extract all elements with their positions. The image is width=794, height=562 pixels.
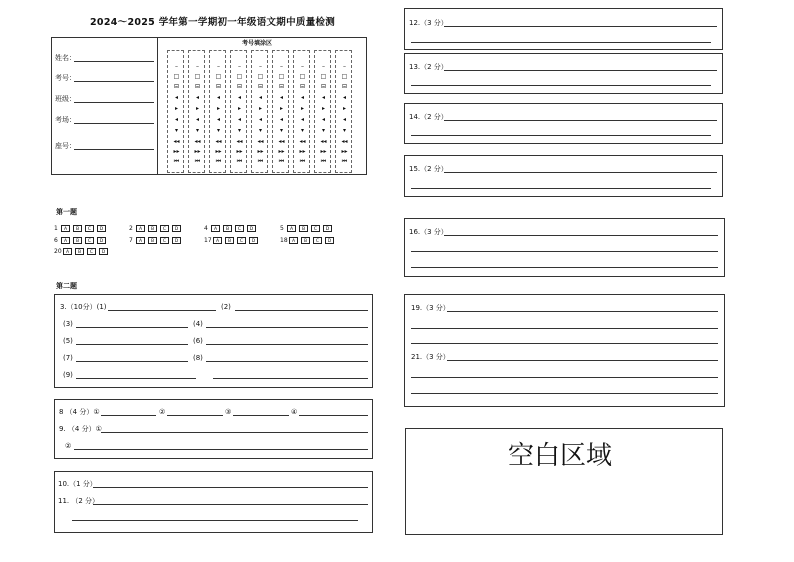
- id-digit-bubble[interactable]: –: [238, 63, 241, 70]
- id-column[interactable]: [230, 50, 247, 173]
- choice-question-number: 4: [204, 225, 208, 232]
- id-digit-bubble[interactable]: ◂: [174, 116, 178, 123]
- id-digit-bubble[interactable]: ◂: [174, 94, 178, 101]
- exam-no-label: 考号：: [55, 74, 76, 82]
- id-digit-bubble[interactable]: ▾: [300, 127, 304, 134]
- id-digit-bubble[interactable]: ▾: [237, 127, 241, 134]
- q3-answer-5[interactable]: [76, 344, 188, 345]
- id-digit-bubble[interactable]: –: [175, 63, 178, 70]
- choice-question-number: 17: [204, 237, 212, 244]
- choice-bubble-group: [136, 225, 181, 232]
- choice-bubble[interactable]: C: [85, 237, 94, 244]
- q13-answer-2[interactable]: [411, 85, 711, 86]
- id-digit-bubble[interactable]: –: [343, 63, 346, 70]
- q8-answer-2[interactable]: [167, 415, 223, 416]
- q11-label: 11. （2 分）: [58, 497, 100, 505]
- id-digit-bubble[interactable]: ⏮: [299, 158, 306, 165]
- id-digit-bubble[interactable]: ◂: [195, 116, 199, 123]
- q14-label: 14.（2 分）: [409, 113, 448, 121]
- id-digit-bubble[interactable]: ▸▸: [257, 148, 264, 155]
- q3-answer-7[interactable]: [76, 361, 188, 362]
- q3-sub-7: (7): [63, 354, 73, 362]
- id-digit-bubble[interactable]: ◂: [321, 94, 325, 101]
- id-digit-bubble[interactable]: □: [215, 73, 222, 80]
- q15-box: [404, 155, 723, 197]
- id-digit-bubble[interactable]: ▸: [342, 105, 346, 112]
- id-column[interactable]: [167, 50, 184, 173]
- id-digit-bubble[interactable]: ◂: [300, 116, 304, 123]
- q19-answer-3[interactable]: [411, 343, 718, 344]
- choice-bubble[interactable]: C: [313, 237, 322, 244]
- id-digit-bubble[interactable]: ⊟: [215, 83, 222, 90]
- q12-box: [404, 8, 723, 50]
- id-digit-bubble[interactable]: ▸▸: [320, 148, 327, 155]
- q10-answer[interactable]: [93, 487, 368, 488]
- q3-sub-6: (6): [193, 337, 203, 345]
- id-digit-bubble[interactable]: ▾: [174, 127, 178, 134]
- id-digit-bubble[interactable]: ▸: [174, 105, 178, 112]
- choice-bubble[interactable]: B: [225, 237, 234, 244]
- choice-bubble[interactable]: C: [87, 248, 96, 255]
- q8-label: 8 （4 分）①: [59, 408, 100, 416]
- q15-label: 15.（2 分）: [409, 165, 448, 173]
- id-digit-bubble[interactable]: ▸▸: [341, 148, 348, 155]
- q21-answer-3[interactable]: [411, 393, 718, 394]
- id-digit-bubble[interactable]: ◂◂: [236, 138, 243, 145]
- choice-bubble[interactable]: A: [287, 225, 296, 232]
- q9-label: 9. （4 分）①: [59, 425, 102, 433]
- id-digit-bubble[interactable]: ◂◂: [341, 138, 348, 145]
- q19-q21-box: [404, 294, 725, 407]
- q3-answer-9a[interactable]: [76, 378, 196, 379]
- q8-mark-3: ③: [225, 408, 232, 416]
- choice-bubble[interactable]: B: [148, 237, 157, 244]
- id-digit-bubble[interactable]: ⏮: [320, 158, 327, 165]
- q19-answer-1[interactable]: [447, 311, 718, 312]
- q3-answer-1[interactable]: [108, 310, 216, 311]
- q3-answer-6[interactable]: [206, 344, 368, 345]
- q19-answer-2[interactable]: [411, 328, 718, 329]
- choice-question-number: 20: [54, 248, 62, 255]
- id-digit-bubble[interactable]: ▾: [321, 127, 325, 134]
- choice-bubble[interactable]: B: [148, 225, 157, 232]
- id-digit-bubble[interactable]: ◂: [258, 94, 262, 101]
- class-field[interactable]: [74, 102, 154, 103]
- id-digit-bubble[interactable]: ▸▸: [236, 148, 243, 155]
- q12-answer-1[interactable]: [444, 26, 717, 27]
- id-digit-bubble[interactable]: ◂◂: [194, 138, 201, 145]
- q11-answer-2[interactable]: [72, 520, 358, 521]
- choice-question-number: 6: [54, 237, 58, 244]
- q21-answer-1[interactable]: [447, 360, 718, 361]
- choice-bubble[interactable]: A: [63, 248, 72, 255]
- id-digit-bubble[interactable]: ⊟: [257, 83, 264, 90]
- id-digit-bubble[interactable]: ▾: [216, 127, 220, 134]
- q8-mark-2: ②: [159, 408, 166, 416]
- q21-label: 21.（3 分）: [411, 353, 450, 361]
- exam-room-field[interactable]: [74, 123, 154, 124]
- q10-label: 10.（1 分）: [58, 480, 97, 488]
- id-digit-bubble[interactable]: ⊟: [278, 83, 285, 90]
- q3-answer-3[interactable]: [76, 327, 188, 328]
- choice-bubble-group: [61, 225, 106, 232]
- choice-bubble[interactable]: D: [323, 225, 332, 232]
- id-area-title: 考号填涂区: [242, 40, 273, 47]
- blank-area-label: 空白区域: [508, 441, 613, 471]
- student-info-box: [51, 37, 367, 175]
- id-column[interactable]: [251, 50, 268, 173]
- choice-question-number: 1: [54, 225, 58, 232]
- q3-answer-2[interactable]: [235, 310, 368, 311]
- choice-bubble[interactable]: B: [223, 225, 232, 232]
- id-digit-bubble[interactable]: ⊟: [341, 83, 348, 90]
- q16-answer-1[interactable]: [444, 235, 718, 236]
- choice-bubble[interactable]: B: [73, 237, 82, 244]
- q16-box: [404, 218, 725, 277]
- id-digit-bubble[interactable]: ⏮: [194, 158, 201, 165]
- id-digit-bubble[interactable]: ◂: [279, 116, 283, 123]
- choice-bubble[interactable]: A: [61, 237, 70, 244]
- q8-answer-3[interactable]: [233, 415, 289, 416]
- blank-area-box: [405, 428, 723, 535]
- choice-bubble[interactable]: B: [73, 225, 82, 232]
- choice-bubble[interactable]: C: [235, 225, 244, 232]
- name-label: 姓名：: [55, 54, 76, 62]
- choice-bubble[interactable]: D: [249, 237, 258, 244]
- choice-bubble[interactable]: D: [172, 237, 181, 244]
- id-digit-bubble[interactable]: □: [194, 73, 201, 80]
- id-digit-bubble[interactable]: ▸: [216, 105, 220, 112]
- q13-box: [404, 53, 723, 94]
- id-digit-bubble[interactable]: ◂◂: [257, 138, 264, 145]
- id-digit-bubble[interactable]: ◂: [300, 94, 304, 101]
- q3-answer-4[interactable]: [206, 327, 368, 328]
- id-digit-bubble[interactable]: ◂◂: [320, 138, 327, 145]
- choice-bubble[interactable]: D: [325, 237, 334, 244]
- q9-answer-2[interactable]: [74, 449, 368, 450]
- choice-bubble[interactable]: D: [97, 225, 106, 232]
- choice-bubble[interactable]: D: [97, 237, 106, 244]
- id-digit-bubble[interactable]: ▸▸: [215, 148, 222, 155]
- id-digit-bubble[interactable]: ◂: [216, 116, 220, 123]
- id-digit-bubble[interactable]: □: [320, 73, 327, 80]
- id-digit-bubble[interactable]: ◂: [321, 116, 325, 123]
- choice-bubble[interactable]: A: [136, 225, 145, 232]
- id-digit-bubble[interactable]: ▸: [321, 105, 325, 112]
- choice-bubble-group: [63, 248, 108, 255]
- q3-sub-9: (9): [63, 371, 73, 379]
- class-label: 班级：: [55, 95, 76, 103]
- id-digit-bubble[interactable]: ▸: [237, 105, 241, 112]
- choice-bubble[interactable]: B: [75, 248, 84, 255]
- id-digit-bubble[interactable]: ▸: [258, 105, 262, 112]
- q8-mark-4: ④: [291, 408, 298, 416]
- q9-mark-2: ②: [65, 442, 72, 450]
- id-digit-bubble[interactable]: ⏮: [278, 158, 285, 165]
- choice-bubble[interactable]: C: [237, 237, 246, 244]
- id-digit-bubble[interactable]: ⏮: [173, 158, 180, 165]
- seat-field[interactable]: [74, 149, 154, 150]
- page-title: 2024～2025 学年第一学期初一年级语文期中质量检测: [90, 17, 336, 28]
- q15-answer-1[interactable]: [444, 172, 717, 173]
- id-digit-bubble[interactable]: ⊟: [236, 83, 243, 90]
- q3-sub-5: (5): [63, 337, 73, 345]
- id-digit-bubble[interactable]: ◂: [216, 94, 220, 101]
- q21-answer-2[interactable]: [411, 377, 718, 378]
- choice-bubble[interactable]: C: [160, 237, 169, 244]
- choice-bubble[interactable]: A: [136, 237, 145, 244]
- id-digit-bubble[interactable]: ▾: [279, 127, 283, 134]
- id-digit-bubble[interactable]: ◂: [195, 94, 199, 101]
- q3-sub-4: (4): [193, 320, 203, 328]
- choice-bubble[interactable]: D: [99, 248, 108, 255]
- id-digit-bubble[interactable]: ◂: [342, 94, 346, 101]
- q15-answer-2[interactable]: [411, 188, 711, 189]
- choice-bubble-group: [211, 225, 256, 232]
- q3-answer-8[interactable]: [206, 361, 368, 362]
- id-column[interactable]: [209, 50, 226, 173]
- q9-answer-1[interactable]: [101, 432, 368, 433]
- name-field[interactable]: [74, 61, 154, 62]
- id-digit-bubble[interactable]: –: [196, 63, 199, 70]
- q12-label: 12.（3 分）: [409, 19, 448, 27]
- id-digit-bubble[interactable]: ⏮: [257, 158, 264, 165]
- id-column[interactable]: [188, 50, 205, 173]
- choice-bubble[interactable]: B: [299, 225, 308, 232]
- id-digit-bubble[interactable]: ▾: [342, 127, 346, 134]
- exam-room-label: 考场：: [55, 116, 76, 124]
- id-digit-bubble[interactable]: ◂◂: [299, 138, 306, 145]
- q3-sub-8: (8): [193, 354, 203, 362]
- choice-bubble[interactable]: A: [211, 225, 220, 232]
- section1-choices: [54, 225, 374, 261]
- choice-bubble-group: [61, 237, 106, 244]
- id-digit-bubble[interactable]: –: [322, 63, 325, 70]
- exam-no-field[interactable]: [74, 81, 154, 82]
- id-digit-bubble[interactable]: ⊟: [173, 83, 180, 90]
- id-digit-bubble[interactable]: –: [301, 63, 304, 70]
- id-digit-bubble[interactable]: ▾: [195, 127, 199, 134]
- id-digit-bubble[interactable]: –: [280, 63, 283, 70]
- id-digit-bubble[interactable]: ◂: [279, 94, 283, 101]
- q13-answer-1[interactable]: [444, 70, 717, 71]
- q3-answer-9b[interactable]: [213, 378, 368, 379]
- q3-box: [54, 294, 373, 388]
- choice-bubble-group: [289, 237, 334, 244]
- id-digit-bubble[interactable]: ▾: [258, 127, 262, 134]
- choice-bubble[interactable]: D: [247, 225, 256, 232]
- id-digit-bubble[interactable]: ▸: [195, 105, 199, 112]
- q8-answer-1[interactable]: [101, 415, 156, 416]
- id-column[interactable]: [335, 50, 352, 173]
- id-digit-bubble[interactable]: ⊟: [320, 83, 327, 90]
- q14-answer-2[interactable]: [411, 135, 711, 136]
- id-digit-bubble[interactable]: ⊟: [299, 83, 306, 90]
- choice-question-number: 7: [129, 237, 133, 244]
- choice-question-number: 5: [280, 225, 284, 232]
- id-digit-bubble[interactable]: ⊟: [194, 83, 201, 90]
- id-digit-bubble[interactable]: –: [259, 63, 262, 70]
- q13-label: 13.（2 分）: [409, 63, 448, 71]
- section1-title: 第一题: [56, 208, 77, 216]
- seat-label: 座号：: [55, 142, 76, 150]
- choice-bubble[interactable]: C: [160, 225, 169, 232]
- q3-label: 3.（10分）(1): [60, 303, 107, 311]
- choice-bubble[interactable]: A: [289, 237, 298, 244]
- section2-title: 第二题: [56, 282, 77, 290]
- choice-bubble[interactable]: B: [301, 237, 310, 244]
- id-column[interactable]: [314, 50, 331, 173]
- id-digit-bubble[interactable]: ◂: [258, 116, 262, 123]
- id-digit-bubble[interactable]: ▸▸: [173, 148, 180, 155]
- q19-label: 19.（3 分）: [411, 304, 450, 312]
- q12-answer-2[interactable]: [411, 42, 711, 43]
- id-column[interactable]: [272, 50, 289, 173]
- q11-answer-1[interactable]: [93, 504, 368, 505]
- choice-question-number: 18: [280, 237, 288, 244]
- id-digit-bubble[interactable]: ◂◂: [173, 138, 180, 145]
- id-digit-bubble[interactable]: ▸▸: [278, 148, 285, 155]
- choice-bubble-group: [136, 237, 181, 244]
- id-digit-bubble[interactable]: □: [278, 73, 285, 80]
- choice-question-number: 2: [129, 225, 133, 232]
- q3-sub-3: (3): [63, 320, 73, 328]
- id-column[interactable]: [293, 50, 310, 173]
- choice-bubble[interactable]: A: [61, 225, 70, 232]
- id-digit-bubble[interactable]: □: [257, 73, 264, 80]
- id-digit-bubble[interactable]: ▸▸: [194, 148, 201, 155]
- q16-label: 16.（3 分）: [409, 228, 448, 236]
- id-digit-bubble[interactable]: ◂: [237, 94, 241, 101]
- id-digit-bubble[interactable]: ◂: [237, 116, 241, 123]
- id-digit-bubble[interactable]: □: [173, 73, 180, 80]
- id-digit-bubble[interactable]: ▸▸: [299, 148, 306, 155]
- q14-box: [404, 103, 723, 144]
- id-digit-bubble[interactable]: □: [236, 73, 243, 80]
- id-digit-bubble[interactable]: ◂: [342, 116, 346, 123]
- id-digit-bubble[interactable]: □: [299, 73, 306, 80]
- choice-bubble-group: [287, 225, 332, 232]
- q16-answer-3[interactable]: [411, 267, 718, 268]
- id-digit-bubble[interactable]: ▸: [279, 105, 283, 112]
- choice-bubble[interactable]: C: [311, 225, 320, 232]
- id-digit-bubble[interactable]: ⏮: [236, 158, 243, 165]
- choice-bubble[interactable]: A: [213, 237, 222, 244]
- q8-answer-4[interactable]: [299, 415, 368, 416]
- id-digit-bubble[interactable]: ⏮: [215, 158, 222, 165]
- q10-q11-box: [54, 471, 373, 533]
- info-divider: [157, 38, 158, 174]
- id-digit-bubble[interactable]: ▸: [300, 105, 304, 112]
- choice-bubble[interactable]: D: [172, 225, 181, 232]
- choice-bubble[interactable]: C: [85, 225, 94, 232]
- q14-answer-1[interactable]: [444, 120, 717, 121]
- id-fill-area[interactable]: [167, 38, 362, 174]
- choice-bubble-group: [213, 237, 258, 244]
- id-digit-bubble[interactable]: –: [217, 63, 220, 70]
- id-digit-bubble[interactable]: □: [341, 73, 348, 80]
- id-digit-bubble[interactable]: ◂◂: [278, 138, 285, 145]
- id-digit-bubble[interactable]: ⏮: [341, 158, 348, 165]
- q16-answer-2[interactable]: [411, 251, 718, 252]
- id-digit-bubble[interactable]: ◂◂: [215, 138, 222, 145]
- q8-q9-box: [54, 399, 373, 459]
- q3-sub-2: (2): [221, 303, 231, 311]
